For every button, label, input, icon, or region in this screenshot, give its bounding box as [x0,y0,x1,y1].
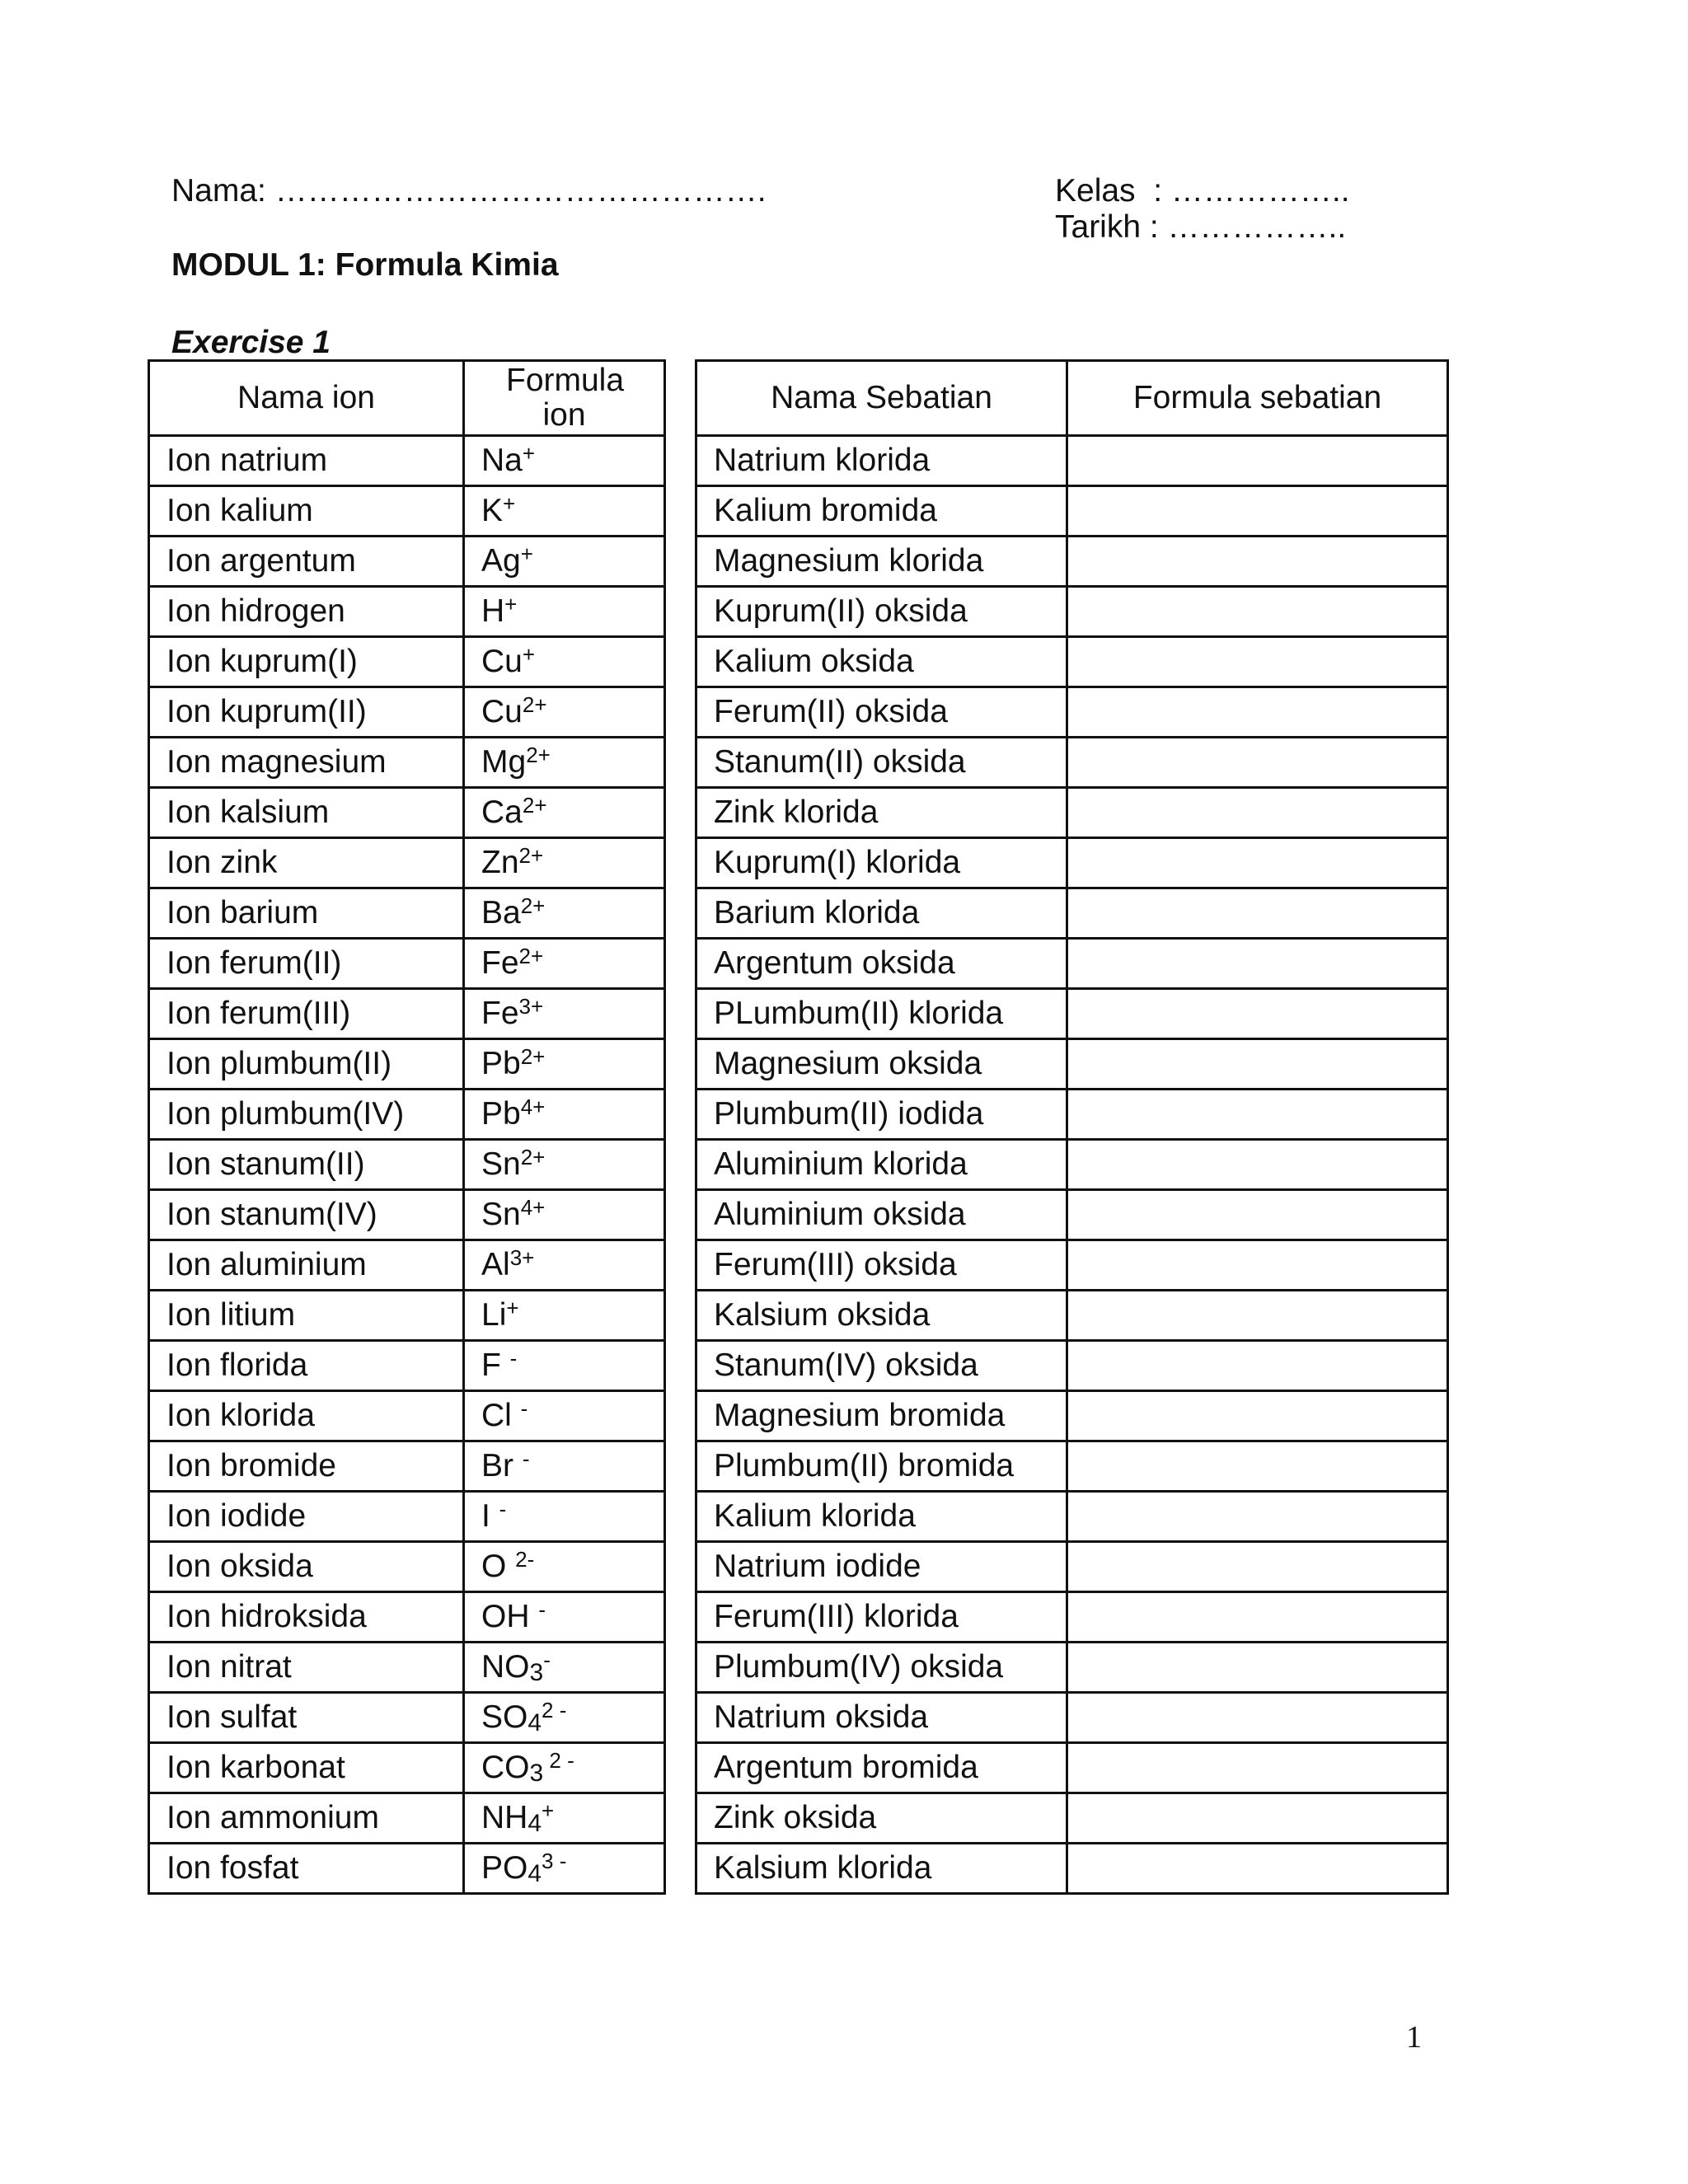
ion-charge: - [543,1647,551,1672]
compound-name-cell: Zink klorida [696,788,1067,838]
compound-name-cell: Ferum(II) oksida [696,687,1067,738]
compound-formula-answer-cell[interactable] [1067,1693,1448,1743]
compound-name-cell: Kalium klorida [696,1492,1067,1542]
ion-formula-cell [464,939,665,989]
compound-formula-answer-cell[interactable] [1067,1341,1448,1391]
ion-symbol: Ba [481,895,521,930]
table-row [149,1341,665,1391]
ion-symbol: K [481,493,504,528]
ion-symbol: CO [481,1750,530,1785]
ion-name-cell: Ion plumbum(II) [149,1039,464,1090]
compound-formula-answer-cell[interactable] [1067,888,1448,939]
compound-name-cell: Magnesium oksida [696,1039,1067,1090]
compound-name-cell: Ferum(III) klorida [696,1592,1067,1643]
compound-name-cell: Zink oksida [696,1793,1067,1844]
ion-symbol: SO [481,1699,528,1735]
ion-formula-cell [464,1190,665,1240]
ion-name-cell: Ion stanum(II) [149,1140,464,1190]
ion-symbol: Sn [481,1197,521,1232]
compound-table [695,359,1449,1895]
table-row [696,1793,1448,1844]
ion-symbol: NH [481,1800,528,1835]
ion-formula-cell [464,537,665,587]
compound-name-cell: Plumbum(II) iodida [696,1090,1067,1140]
compound-formula-answer-cell[interactable] [1067,1240,1448,1291]
ion-symbol: O [481,1549,516,1584]
ion-symbol: Pb [481,1096,521,1132]
table-row [149,788,665,838]
module-title: MODUL 1: Formula Kimia [171,247,559,283]
compound-name-cell: Barium klorida [696,888,1067,939]
table-row [149,888,665,939]
compound-formula-answer-cell[interactable] [1067,738,1448,788]
ion-symbol: Fe [481,945,519,981]
ion-name-cell: Ion sulfat [149,1693,464,1743]
ion-name-cell: Ion hidroksida [149,1592,464,1643]
table-row [149,537,665,587]
table-row [149,838,665,888]
ion-subscript: 3 [529,1659,544,1686]
compound-name-header: Nama Sebatian [696,361,1067,436]
ion-name-cell: Ion bromide [149,1441,464,1492]
ion-formula-cell [464,788,665,838]
table-row [149,1140,665,1190]
table-row [149,1492,665,1542]
ion-formula-cell [464,1542,665,1592]
ion-formula-cell [464,687,665,738]
table-row [149,1190,665,1240]
date-field-label: Tarikh : …………….. [1055,209,1347,245]
table-row [696,788,1448,838]
ion-charge: + [503,491,516,516]
ion-symbol: H [481,593,505,629]
table-row [149,1592,665,1643]
table-row [149,1291,665,1341]
ion-symbol: F [481,1347,510,1383]
ion-symbol: Sn [481,1146,521,1182]
ion-charge: 2+ [520,893,546,918]
table-row [696,1240,1448,1291]
ion-table-header-row [149,361,665,436]
ion-name-cell: Ion fosfat [149,1844,464,1894]
ion-formula-cell [464,1592,665,1643]
ion-charge: + [504,592,518,616]
compound-name-cell: Kalsium oksida [696,1291,1067,1341]
compound-formula-answer-cell[interactable] [1067,436,1448,486]
compound-formula-answer-cell[interactable] [1067,1441,1448,1492]
table-row [696,486,1448,537]
ion-formula-cell [464,1090,665,1140]
table-row [696,637,1448,687]
table-row [696,1190,1448,1240]
compound-name-cell: Kuprum(II) oksida [696,587,1067,637]
table-row [149,1844,665,1894]
ion-charge: 2+ [526,743,551,767]
ion-formula-cell [464,1844,665,1894]
ion-symbol: Ag [481,543,521,579]
ion-name-cell: Ion klorida [149,1391,464,1441]
compound-formula-answer-cell[interactable] [1067,537,1448,587]
compound-formula-answer-cell[interactable] [1067,687,1448,738]
table-row [149,436,665,486]
table-row [149,1039,665,1090]
compound-name-cell: Aluminium klorida [696,1140,1067,1190]
compound-formula-answer-cell[interactable] [1067,1090,1448,1140]
compound-name-cell: Kalium oksida [696,637,1067,687]
table-row [696,1542,1448,1592]
ion-charge: + [542,1798,555,1823]
table-row [149,1643,665,1693]
table-row [149,687,665,738]
ion-symbol: OH [481,1599,539,1634]
ion-formula-cell [464,1341,665,1391]
ion-name-cell: Ion iodide [149,1492,464,1542]
compound-name-cell: PLumbum(II) klorida [696,989,1067,1039]
ion-symbol: Ca [481,794,523,830]
ion-table [148,359,666,1895]
table-row [149,1693,665,1743]
ion-formula-cell [464,1140,665,1190]
table-row [696,1441,1448,1492]
ion-formula-cell [464,1391,665,1441]
ion-symbol: Li [481,1297,507,1333]
compound-name-cell: Kalsium klorida [696,1844,1067,1894]
compound-name-cell: Argentum oksida [696,939,1067,989]
ion-formula-cell [464,1743,665,1793]
ion-symbol: Mg [481,744,527,780]
compound-formula-answer-cell[interactable] [1067,989,1448,1039]
ion-symbol: Pb [481,1046,521,1081]
ion-charge: 4+ [520,1094,546,1119]
compound-formula-answer-cell[interactable] [1067,1039,1448,1090]
ion-formula-cell [464,989,665,1039]
compound-formula-answer-cell[interactable] [1067,1190,1448,1240]
ion-symbol: NO [481,1649,530,1685]
ion-formula-cell [464,738,665,788]
ion-formula-cell [464,1793,665,1844]
compound-formula-answer-cell[interactable] [1067,1542,1448,1592]
ion-charge: - [509,1346,518,1371]
table-row [696,1643,1448,1693]
ion-charge: 3+ [509,1245,535,1270]
compound-formula-answer-cell[interactable] [1067,1492,1448,1542]
ion-subscript: 4 [528,1810,542,1837]
ion-name-cell: Ion stanum(IV) [149,1190,464,1240]
compound-name-cell: Stanum(IV) oksida [696,1341,1067,1391]
ion-charge: 2+ [520,1145,546,1169]
compound-name-cell: Aluminium oksida [696,1190,1067,1240]
ion-name-cell: Ion kalium [149,486,464,537]
ion-formula-header: Formula ion [464,361,665,436]
ion-symbol: Cu [481,694,523,729]
table-row [696,1341,1448,1391]
table-row [149,939,665,989]
ion-subscript: 4 [528,1860,542,1887]
compound-name-cell: Magnesium klorida [696,537,1067,587]
ion-charge: - [538,1597,546,1622]
table-row [696,1391,1448,1441]
ion-formula-cell [464,838,665,888]
ion-formula-cell [464,637,665,687]
ion-symbol: Na [481,443,523,478]
compound-formula-answer-cell[interactable] [1067,1643,1448,1693]
page-number: 1 [1406,2020,1422,2055]
ion-name-cell: Ion ferum(II) [149,939,464,989]
compound-name-cell: Kalium bromida [696,486,1067,537]
ion-charge: 2- [515,1547,535,1572]
ion-name-cell: Ion barium [149,888,464,939]
compound-name-cell: Argentum bromida [696,1743,1067,1793]
ion-charge: - [522,1446,530,1471]
ion-symbol: Cl [481,1398,521,1433]
ion-name-cell: Ion kuprum(II) [149,687,464,738]
ion-name-cell: Ion ammonium [149,1793,464,1844]
table-row [696,738,1448,788]
table-row [696,1592,1448,1643]
table-row [149,637,665,687]
table-row [149,1743,665,1793]
exercise-heading: Exercise 1 [171,325,331,360]
ion-formula-cell [464,1441,665,1492]
table-row [696,1090,1448,1140]
table-row [149,989,665,1039]
table-row [149,1441,665,1492]
name-field-label: Nama: ………………………………………. [171,173,767,209]
ion-charge: + [506,1296,519,1320]
table-row [696,436,1448,486]
compound-name-cell: Natrium iodide [696,1542,1067,1592]
ion-name-cell: Ion kuprum(I) [149,637,464,687]
table-row [696,687,1448,738]
compound-formula-answer-cell[interactable] [1067,1140,1448,1190]
ion-formula-cell [464,1492,665,1542]
table-row [696,537,1448,587]
table-row [696,1140,1448,1190]
ion-symbol: Zn [481,845,519,880]
compound-name-cell: Stanum(II) oksida [696,738,1067,788]
table-row [696,1693,1448,1743]
compound-formula-answer-cell[interactable] [1067,486,1448,537]
ion-formula-cell [464,436,665,486]
table-row [149,587,665,637]
ion-charge: 2+ [518,843,544,868]
ion-name-cell: Ion florida [149,1341,464,1391]
table-row [149,1240,665,1291]
ion-charge: + [522,642,536,667]
ion-name-cell: Ion nitrat [149,1643,464,1693]
ion-symbol: Br [481,1448,523,1483]
compound-name-cell: Natrium oksida [696,1693,1067,1743]
compound-name-cell: Kuprum(I) klorida [696,838,1067,888]
compound-formula-answer-cell[interactable] [1067,838,1448,888]
table-row [696,587,1448,637]
ion-formula-cell [464,1643,665,1693]
table-row [149,1090,665,1140]
table-row [149,1793,665,1844]
ion-name-cell: Ion magnesium [149,738,464,788]
ion-charge: 4+ [520,1195,546,1220]
ion-symbol: Fe [481,996,519,1031]
ion-charge: 2+ [522,793,547,818]
compound-formula-answer-cell[interactable] [1067,939,1448,989]
ion-name-cell: Ion litium [149,1291,464,1341]
table-row [696,989,1448,1039]
ion-charge: + [522,441,536,466]
ion-name-cell: Ion zink [149,838,464,888]
compound-formula-answer-cell[interactable] [1067,788,1448,838]
table-row [149,1542,665,1592]
ion-formula-cell [464,1693,665,1743]
table-row [696,1039,1448,1090]
compound-formula-answer-cell[interactable] [1067,1391,1448,1441]
ion-name-cell: Ion argentum [149,537,464,587]
class-field-label: Kelas : …………….. [1055,173,1350,209]
ion-name-cell: Ion oksida [149,1542,464,1592]
table-row [696,939,1448,989]
compound-formula-answer-cell[interactable] [1067,1793,1448,1844]
ion-name-header: Nama ion [149,361,464,436]
ion-name-cell: Ion kalsium [149,788,464,838]
table-row [149,1391,665,1441]
ion-subscript: 3 [529,1760,544,1787]
compound-formula-header: Formula sebatian [1067,361,1448,436]
table-row [696,838,1448,888]
compound-formula-answer-cell[interactable] [1067,587,1448,637]
ion-name-cell: Ion aluminium [149,1240,464,1291]
table-row [149,486,665,537]
ion-subscript: 4 [528,1709,542,1736]
ion-charge: 2+ [518,944,544,968]
ion-charge: 2 - [543,1748,574,1773]
compound-formula-answer-cell[interactable] [1067,637,1448,687]
compound-table-header-row [696,361,1448,436]
ion-formula-cell [464,888,665,939]
ion-charge: 2+ [520,1044,546,1069]
table-row [696,1743,1448,1793]
ion-formula-cell [464,1291,665,1341]
compound-name-cell: Plumbum(II) bromida [696,1441,1067,1492]
ion-symbol: Cu [481,644,523,679]
ion-formula-cell [464,486,665,537]
ion-symbol: I [481,1498,499,1534]
ion-charge: - [520,1396,528,1421]
compound-name-cell: Magnesium bromida [696,1391,1067,1441]
ion-name-cell: Ion plumbum(IV) [149,1090,464,1140]
compound-name-cell: Plumbum(IV) oksida [696,1643,1067,1693]
compound-formula-answer-cell[interactable] [1067,1291,1448,1341]
ion-symbol: Al [481,1247,510,1282]
ion-name-cell: Ion karbonat [149,1743,464,1793]
ion-formula-cell [464,1039,665,1090]
ion-name-cell: Ion natrium [149,436,464,486]
table-row [696,1291,1448,1341]
ion-charge: 3+ [518,994,544,1019]
table-row [696,888,1448,939]
compound-name-cell: Ferum(III) oksida [696,1240,1067,1291]
ion-name-cell: Ion ferum(III) [149,989,464,1039]
compound-name-cell: Natrium klorida [696,436,1067,486]
table-row [149,738,665,788]
ion-charge: 2+ [522,692,547,717]
ion-symbol: PO [481,1850,528,1886]
compound-formula-answer-cell[interactable] [1067,1743,1448,1793]
ion-charge: 2 - [542,1698,567,1722]
ion-formula-cell [464,587,665,637]
table-row [696,1492,1448,1542]
ion-name-cell: Ion hidrogen [149,587,464,637]
ion-charge: 3 - [542,1849,567,1873]
compound-formula-answer-cell[interactable] [1067,1592,1448,1643]
ion-charge: + [520,541,533,566]
ion-charge: - [499,1497,507,1521]
compound-formula-answer-cell[interactable] [1067,1844,1448,1894]
ion-formula-cell [464,1240,665,1291]
table-row [696,1844,1448,1894]
